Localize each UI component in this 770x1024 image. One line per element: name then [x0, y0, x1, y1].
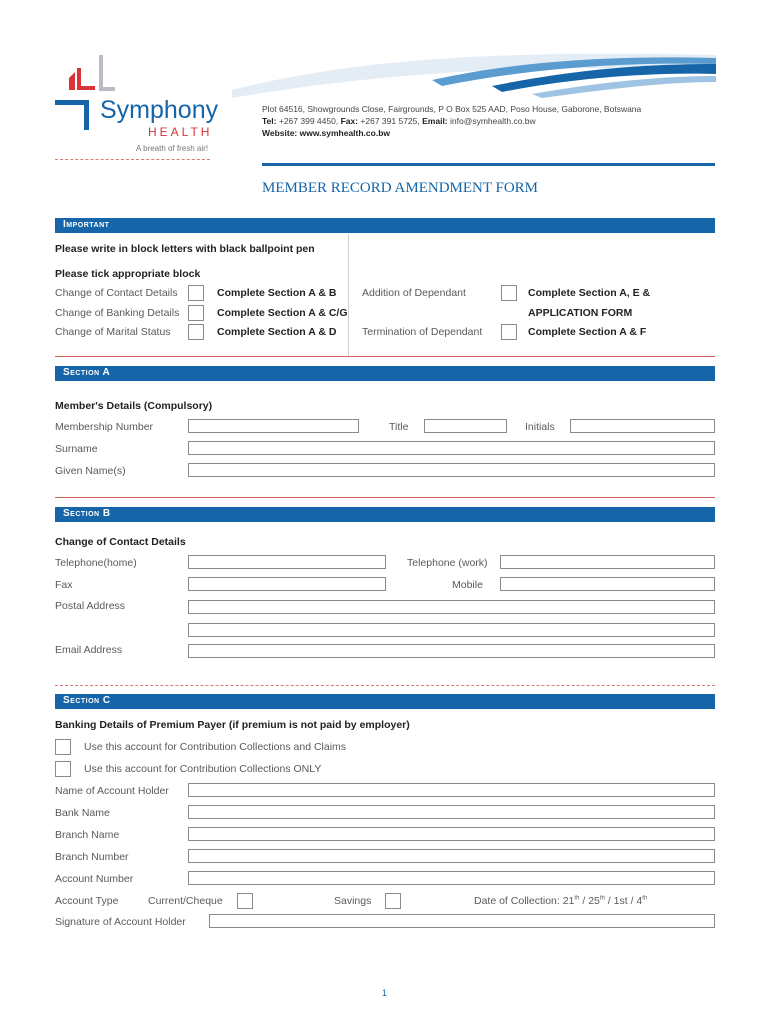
title-label: Title: [389, 421, 409, 433]
title-field[interactable]: [424, 419, 507, 433]
section-a-header: [55, 366, 715, 381]
membership-number-label: Membership Number: [55, 421, 154, 433]
terminate-dependant-label: Termination of Dependant: [362, 326, 483, 338]
collections-only-checkbox[interactable]: [55, 761, 71, 777]
account-type-label: Account Type: [55, 895, 119, 907]
header-contact: [262, 116, 536, 126]
section-a-subheading: Member's Details (Compulsory): [55, 400, 213, 412]
title-rule: [262, 163, 715, 166]
given-names-field[interactable]: [188, 463, 715, 477]
brand-sub: HEALTH: [148, 125, 213, 139]
change-marital-label: Change of Marital Status: [55, 326, 171, 338]
postal-address-field-1[interactable]: [188, 600, 715, 614]
logo-divider: [55, 159, 210, 160]
postal-address-label: Postal Address: [55, 600, 126, 612]
surname-label: Surname: [55, 443, 98, 455]
savings-checkbox[interactable]: [385, 893, 401, 909]
signature-label: Signature of Account Holder: [55, 916, 186, 928]
change-banking-label: Change of Banking Details: [55, 307, 180, 319]
telephone-home-label: Telephone(home): [55, 557, 137, 569]
tagline: A breath of fresh air!: [136, 144, 209, 153]
change-contact-label: Change of Contact Details: [55, 287, 178, 299]
initials-label: Initials: [525, 421, 555, 433]
telephone-work-field[interactable]: [500, 555, 715, 569]
page-number: 1: [382, 988, 388, 998]
mobile-label: Mobile: [452, 579, 483, 591]
fax-label: Fax:: [340, 116, 359, 126]
fax-field[interactable]: [188, 577, 386, 591]
collections-and-claims-checkbox[interactable]: [55, 739, 71, 755]
current-cheque-label: Current/Cheque: [148, 895, 223, 907]
section-c-heading: Section C: [63, 695, 111, 706]
collections-only-label: Use this account for Contribution Collections ONLY: [84, 763, 322, 775]
branch-name-field[interactable]: [188, 827, 715, 841]
given-names-label: Given Name(s): [55, 465, 126, 477]
change-contact-checkbox[interactable]: [188, 285, 204, 301]
surname-field[interactable]: [188, 441, 715, 455]
email-address-field[interactable]: [188, 644, 715, 658]
brand-name: Symphony: [100, 96, 219, 124]
account-number-field[interactable]: [188, 871, 715, 885]
fax-label: Fax: [55, 579, 73, 591]
email-address-label: Email Address: [55, 644, 123, 656]
account-holder-field[interactable]: [188, 783, 715, 797]
branch-number-field[interactable]: [188, 849, 715, 863]
current-cheque-checkbox[interactable]: [237, 893, 253, 909]
change-marital-action: Complete Section A & D: [217, 326, 337, 338]
section-a-heading: Section A: [63, 367, 111, 378]
collection-day-1: 1st: [613, 895, 628, 907]
important-header: [55, 218, 715, 233]
add-dependant-checkbox[interactable]: [501, 285, 517, 301]
savings-label: Savings: [334, 895, 372, 907]
collections-and-claims-label: Use this account for Contribution Collections and Claims: [84, 741, 347, 753]
section-c-header: [55, 694, 715, 709]
change-contact-action: Complete Section A & B: [217, 287, 337, 299]
section-b-subheading: Change of Contact Details: [55, 536, 186, 548]
important-heading: Important: [63, 219, 110, 230]
important-divider: [348, 234, 349, 356]
section-divider: [55, 497, 715, 498]
header-address: Plot 64516, Showgrounds Close, Fairgrounds, P O Box 525 AAD, Poso House, Gaborone, Botswana: [262, 104, 642, 114]
email-label: Email:: [422, 116, 448, 126]
collection-day-21: 21th: [562, 895, 580, 907]
email-value[interactable]: info@symhealth.co.bw: [450, 116, 536, 126]
header-swoosh: [232, 50, 716, 105]
account-holder-label: Name of Account Holder: [55, 785, 169, 797]
section-b-header: [55, 507, 715, 522]
fax-value: +267 391 5725,: [360, 116, 420, 126]
tick-instruction: Please tick appropriate block: [55, 268, 201, 280]
change-banking-checkbox[interactable]: [188, 305, 204, 321]
change-marital-checkbox[interactable]: [188, 324, 204, 340]
branch-number-label: Branch Number: [55, 851, 129, 863]
section-divider: [55, 685, 715, 686]
signature-field[interactable]: [209, 914, 715, 928]
postal-address-field-2[interactable]: [188, 623, 715, 637]
telephone-work-label: Telephone (work): [407, 557, 488, 569]
terminate-dependant-checkbox[interactable]: [501, 324, 517, 340]
form-title: MEMBER RECORD AMENDMENT FORM: [262, 180, 539, 196]
add-dependant-action: Complete Section A, E &: [528, 287, 651, 299]
instruction-text: Please write in block letters with black ballpoint pen: [55, 243, 315, 255]
bank-name-field[interactable]: [188, 805, 715, 819]
date-of-collection-label: Date of Collection:: [474, 895, 560, 907]
initials-field[interactable]: [570, 419, 715, 433]
collection-day-4: 4th: [636, 895, 648, 907]
add-dependant-label: Addition of Dependant: [362, 287, 466, 299]
date-of-collection: Date of Collection: 21th / 25th / 1st / 4th: [474, 895, 648, 907]
account-number-label: Account Number: [55, 873, 134, 885]
telephone-home-field[interactable]: [188, 555, 386, 569]
terminate-dependant-action: Complete Section A & F: [528, 326, 647, 338]
collection-day-25: 25th: [588, 895, 605, 907]
tel-label: Tel:: [262, 116, 277, 126]
mobile-field[interactable]: [500, 577, 715, 591]
section-b-heading: Section B: [63, 508, 111, 519]
section-divider: [55, 356, 715, 357]
section-c-subheading: Banking Details of Premium Payer (if premium is not paid by employer): [55, 719, 410, 731]
tel-value: +267 399 4450,: [278, 116, 339, 126]
branch-name-label: Branch Name: [55, 829, 120, 841]
bank-name-label: Bank Name: [55, 807, 110, 819]
header-website[interactable]: Website: www.symhealth.co.bw: [262, 128, 390, 138]
membership-number-field[interactable]: [188, 419, 359, 433]
change-banking-action: Complete Section A & C/G: [217, 307, 348, 319]
application-form-note: APPLICATION FORM: [528, 307, 633, 319]
